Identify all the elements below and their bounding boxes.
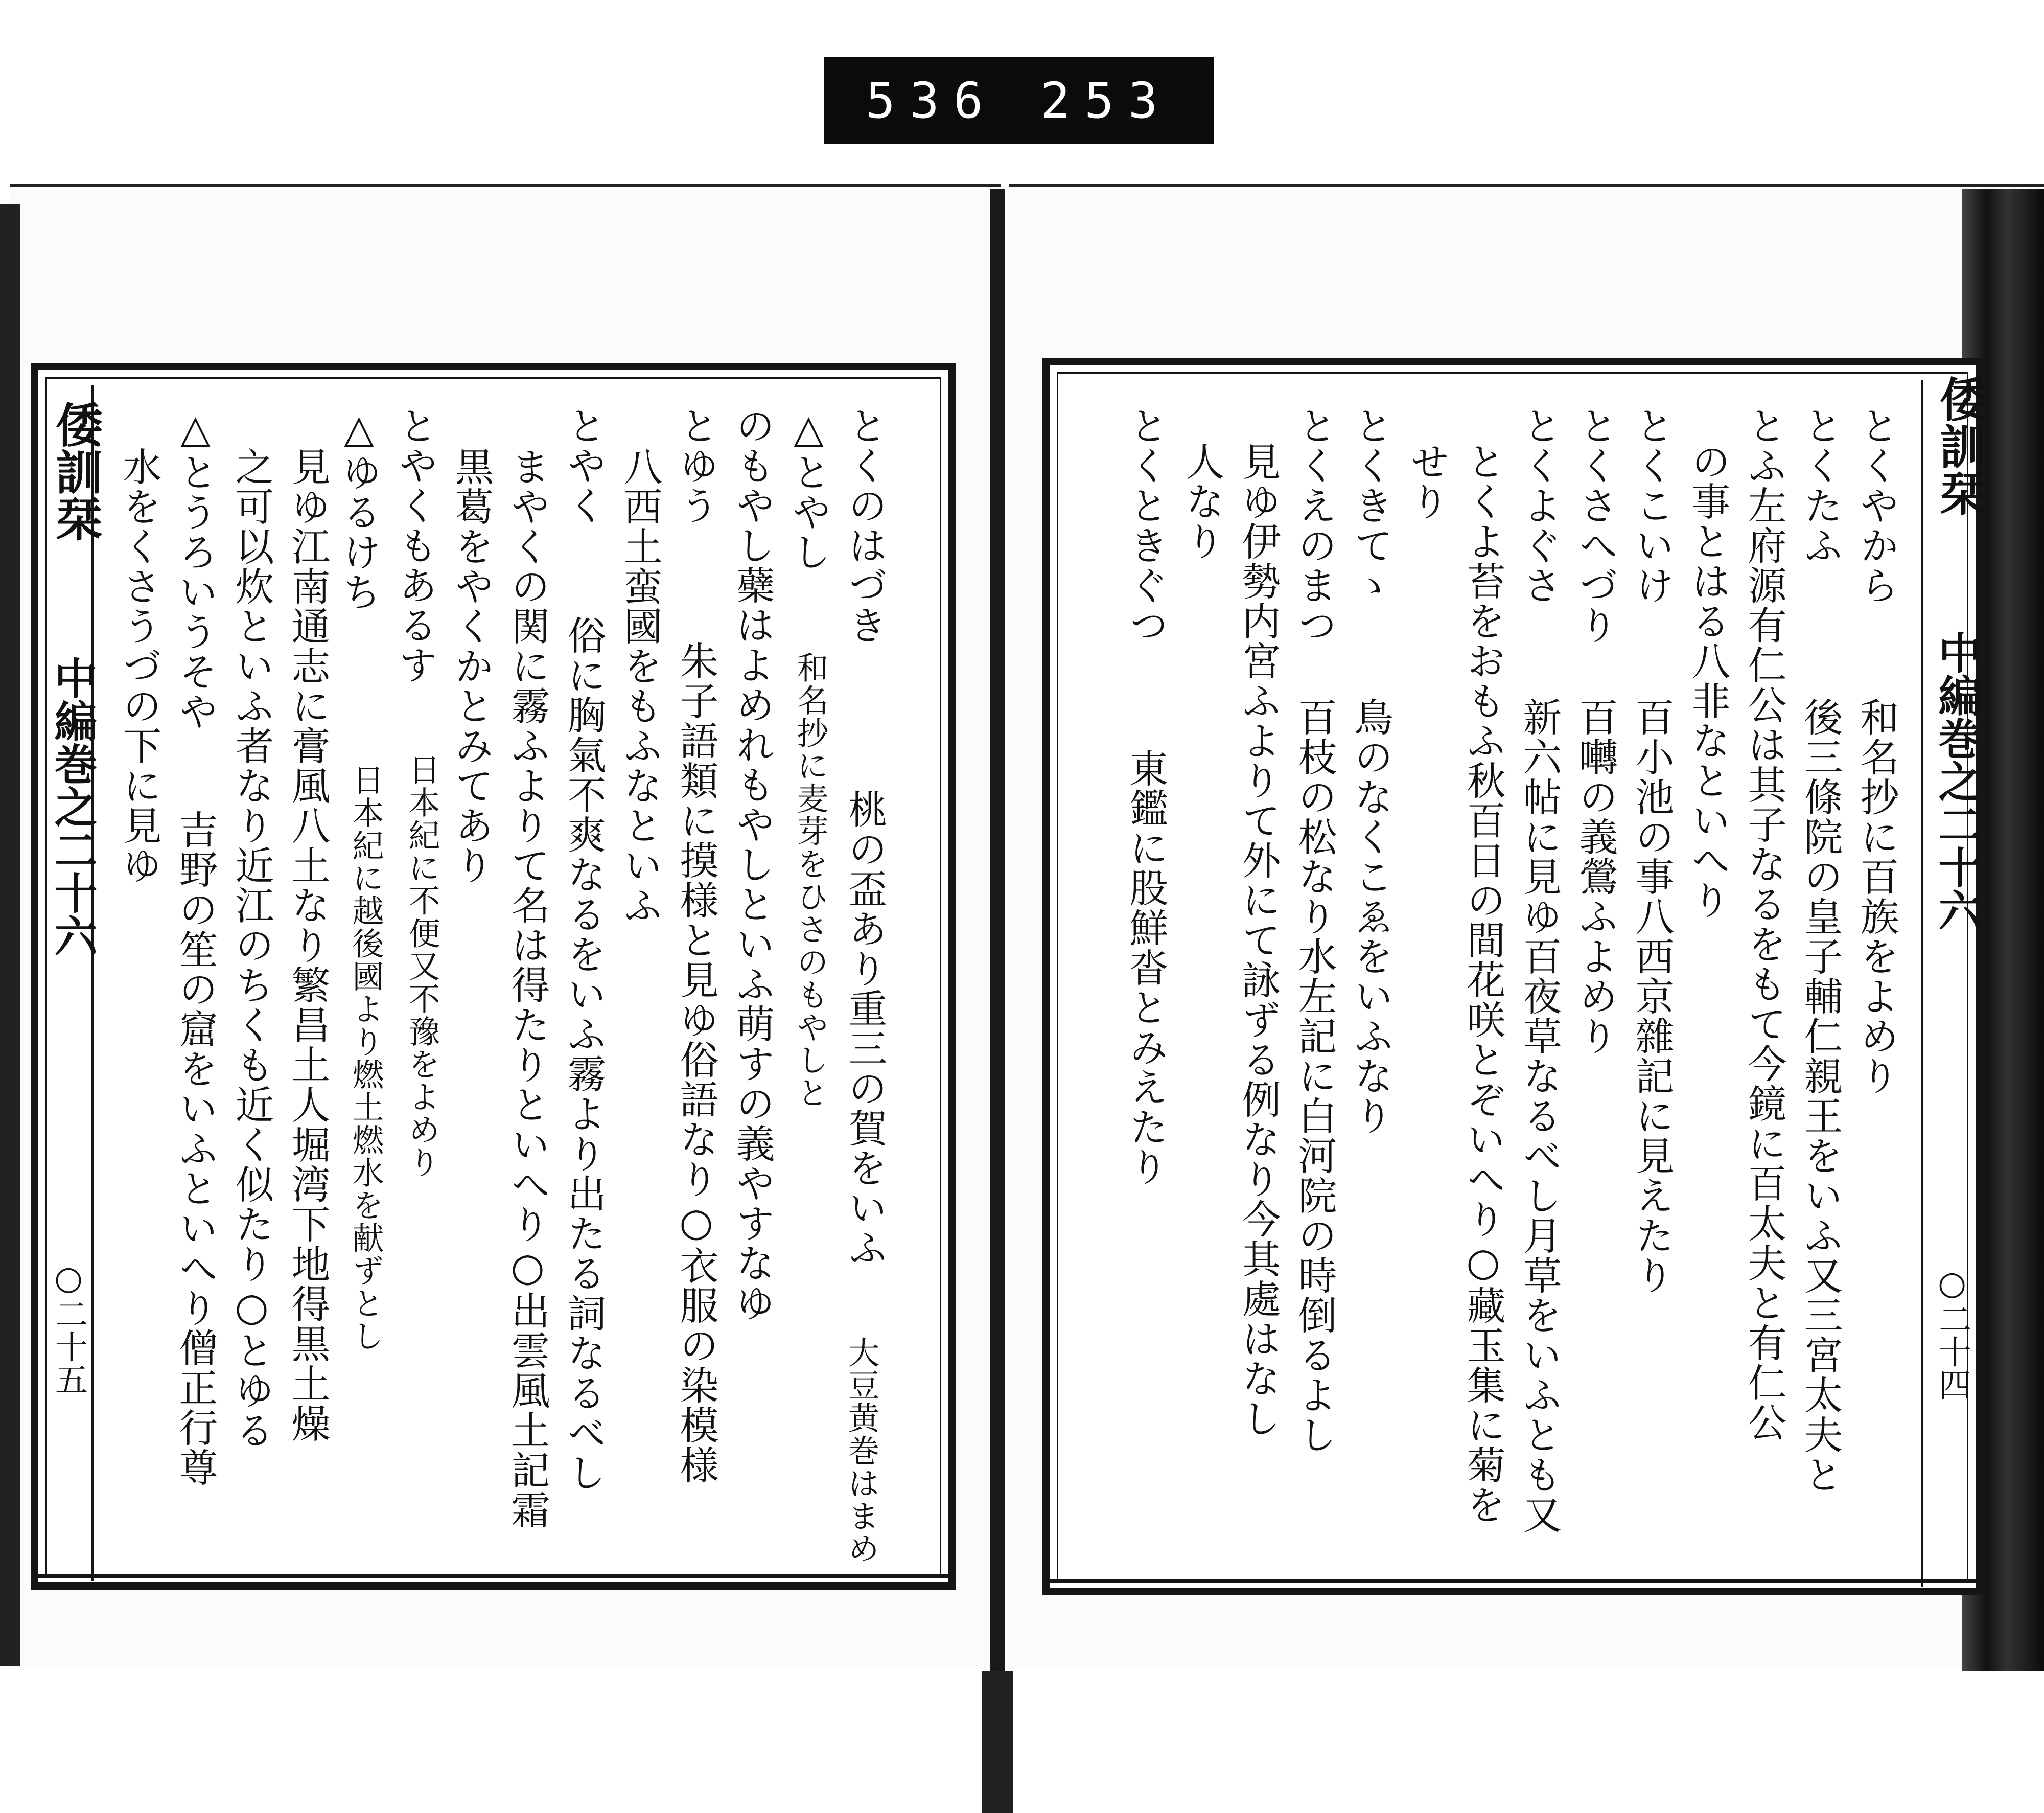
right-col-12: 新六帖に見ゆ百夜草なるべし月草をいふとも又 bbox=[1517, 697, 1562, 1534]
right-col-17: とくえのまつ bbox=[1292, 406, 1337, 645]
left-col-4: 和名抄に麦芽をひさのもやしと bbox=[792, 651, 829, 1109]
left-col-2: 桃の盃あり重三の賀をいふ bbox=[842, 789, 888, 1268]
left-col-22: 吉野の笙の窟をいふといへり僧正行尊 bbox=[173, 810, 218, 1487]
right-col-1: とくやから bbox=[1854, 406, 1899, 605]
left-col-15: 日本紀に不便又不豫をよめり bbox=[403, 753, 440, 1179]
left-margin-divider bbox=[91, 385, 94, 1581]
book-spine bbox=[990, 189, 1005, 1813]
right-margin-subtitle: 中編巻之二十六 bbox=[1932, 631, 1982, 931]
left-col-9: 八西土蛮國をもふなといふ bbox=[617, 447, 663, 925]
left-col-1: とくのはづき bbox=[842, 406, 888, 645]
left-bottom-rule bbox=[31, 1574, 956, 1578]
right-col-6: の事とはる八非なといへり bbox=[1685, 442, 1731, 920]
right-col-8: 百小池の事八西京雜記に見えたり bbox=[1629, 697, 1675, 1295]
left-page-frame bbox=[31, 363, 956, 1590]
left-col-11: 俗に胸氣不爽なるをいふ霧より出たる詞なるべし bbox=[561, 615, 607, 1493]
catalog-label bbox=[824, 57, 1214, 144]
left-col-10: とやく bbox=[561, 406, 607, 525]
left-col-14: とやくもあるす bbox=[392, 406, 438, 685]
right-col-9: とくさへづり bbox=[1573, 406, 1618, 645]
right-page-number: ○二十四 bbox=[1933, 1265, 1971, 1401]
left-col-19: 之可以炊といふ者なり近江のちくも近く似たり○とゆる bbox=[229, 447, 274, 1450]
right-page-frame bbox=[1042, 358, 1987, 1595]
left-col-17: 見ゆ江南通志に膏風八土なり繁昌土人堀湾下地得黒土燥 bbox=[285, 447, 331, 1443]
right-col-4: とふ左府源有仁公は其子なるをもて今鏡に百太夫と有仁公 bbox=[1741, 406, 1787, 1442]
right-col-18: 百枝の松なり水左記に白河院の時倒るよし bbox=[1292, 697, 1337, 1455]
right-margin-divider bbox=[1921, 380, 1923, 1587]
left-col-8: 朱子語類に摸様と見ゆ俗語なり○衣服の染模様 bbox=[673, 641, 719, 1485]
left-col-20: △とうろいうそや bbox=[173, 406, 218, 731]
right-col-15: とくきてゝ bbox=[1348, 406, 1393, 605]
right-col-5: 後三條院の皇子輔仁親王をいふ又三宮太夫と bbox=[1798, 697, 1843, 1495]
right-col-13: とくよ苔をおもふ秋百日の間花咲とぞいへり○藏玉集に菊を bbox=[1460, 442, 1506, 1525]
left-margin-title: 倭訓栞 bbox=[48, 401, 103, 542]
right-col-19: 見ゆ伊勢内宮ふよりて外にて詠ずる例なり今其處はなし bbox=[1236, 442, 1281, 1438]
label-right-number: 253 bbox=[1040, 72, 1172, 129]
left-page-number: ○二十五 bbox=[50, 1259, 87, 1395]
left-edge bbox=[0, 204, 20, 1666]
right-col-20: 人なり bbox=[1179, 442, 1225, 561]
label-left-number: 536 bbox=[866, 72, 997, 129]
right-col-21: とくときぐつ bbox=[1123, 406, 1169, 645]
left-col-16: △ゆるけち bbox=[336, 406, 382, 612]
right-col-3: 和名抄に百族をよめり bbox=[1854, 697, 1899, 1096]
left-col-7: とゆう bbox=[673, 406, 719, 525]
left-col-13: 黒葛をやくかとみてあり bbox=[449, 447, 494, 885]
right-col-22: 東鑑に股鮮沓とみえたり bbox=[1123, 748, 1169, 1187]
right-margin-title: 倭訓栞 bbox=[1932, 375, 1987, 516]
right-col-10: 百囀の義鶯ふよめり bbox=[1573, 697, 1618, 1056]
left-col-18: 日本紀に越後國より燃土燃水を献ずとし bbox=[347, 764, 384, 1352]
right-col-2: とくたふ bbox=[1798, 406, 1843, 565]
book-spine-lower bbox=[982, 1671, 1013, 1813]
right-col-16: 鳥のなくこゑをいふなり bbox=[1348, 697, 1393, 1136]
left-col-5: のもやし蘗はよめれもやしといふ萌すの義やすなゆ bbox=[730, 406, 775, 1323]
right-col-14: せり bbox=[1404, 442, 1450, 521]
left-col-12: まやくの関に霧ふよりて名は得たりといへり○出雲風土記霜 bbox=[505, 447, 550, 1530]
right-bottom-rule bbox=[1042, 1579, 1983, 1583]
right-col-11: とくよぐさ bbox=[1517, 406, 1562, 605]
left-col-6: 大豆黄巻はまめ bbox=[843, 1336, 880, 1565]
left-col-21: 水をくさうづの下に見ゆ bbox=[117, 447, 162, 885]
left-col-3: △とやし bbox=[786, 406, 831, 572]
left-margin-subtitle: 中編巻之二十六 bbox=[48, 656, 98, 957]
right-col-7: とくこいけ bbox=[1629, 406, 1675, 605]
